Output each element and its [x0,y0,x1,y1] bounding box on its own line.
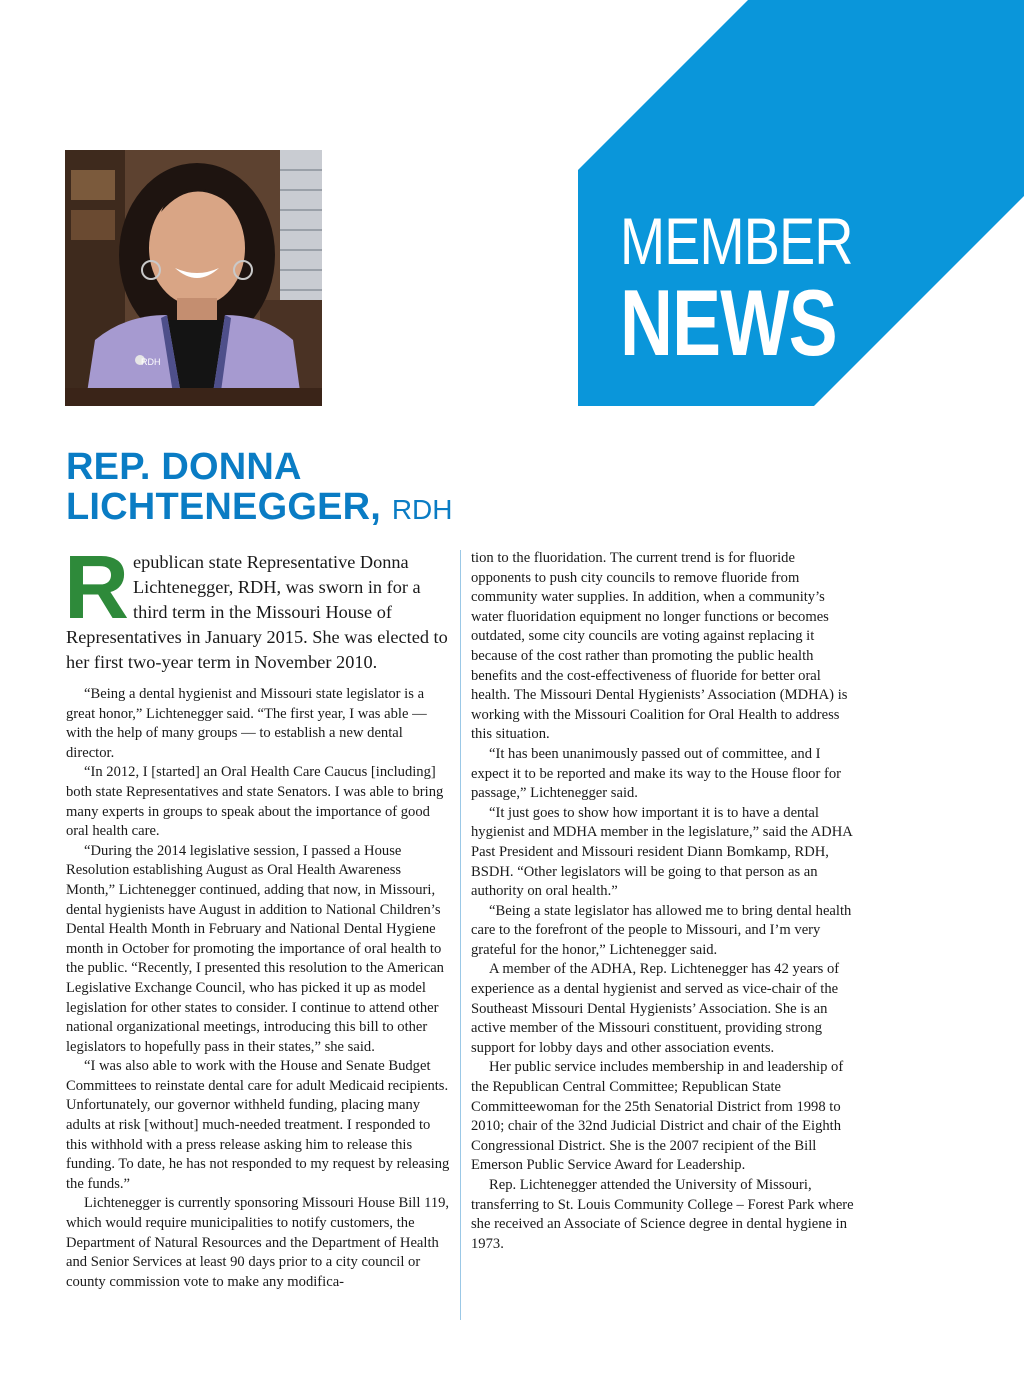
banner-title-line1: MEMBER [620,204,853,278]
body-paragraph: Rep. Lichtenegger attended the University of Missouri, transferring to St. Louis Community College – Forest Park where she received an Associate of Science degree in dental hygiene in 1973. [471,1177,854,1252]
body-paragraph: “Being a state legislator has allowed me to bring dental health care to the forefront of the people to Missouri, and I’m very grateful for the honor,” Lichtenegger said. [471,902,852,958]
article-column-left [64,538,450,1292]
heading-line1: REP. DONNA [66,446,302,488]
article-heading [66,447,506,530]
body-paragraph: “I was also able to work with the House and Senate Budget Committees to reinstate dental care for adult Medicaid recipients. Unfortunately, our governor withheld funding, placing many adults at risk [without] much-needed treatment. I responded to this withhold with a press release asking him to release this funding. To date, he has not responded to my request by releasing the funds.” [66,1058,450,1192]
article-column-right [471,549,855,1254]
drop-cap: R [64,538,129,638]
lead-paragraph [64,538,450,675]
body-paragraph: Lichtenegger is currently sponsoring Missouri House Bill 119, which would require municipalities to notify customers, the Department of Natural Resources and the Department of Health and Senior Services at least 90 days prior to a city council or county commission vote to make any modifica- [66,1195,450,1290]
body-paragraph: “During the 2014 legislative session, I passed a House Resolution establishing August as Oral Health Awareness Month,” Lichtenegger continued, adding that now, in Missouri, dental hygienists have August in addition to National Children’s Dental Health Month in February and National Dental Hygiene month in October for promoting the importance of oral health to the public. “Recently, I presented this resolution to the American Legislative Exchange Council, who has picked it up as model legislation for other states to consider. I continue to attend other national organizational meetings, introducing this bill to other legislators to hopefully pass in their states,” she said. [66,842,444,1055]
heading-line2 [66,487,506,530]
rdh-pin: RDH [141,357,161,367]
column-divider [460,550,461,1320]
body-paragraph: Her public service includes membership in and leadership of the Republican Central Committee; Republican State Committeewoman for the 25th Senatorial District from 1998 to 2010; chair of the 32nd Judicial District and chair of the Eighth Congressional District. She is the 2007 recipient of the Bill Emerson Public Service Award for Leadership. [471,1059,844,1174]
banner-title [620,204,880,375]
heading-credential: RDH [391,494,453,525]
body-paragraph: “It just goes to show how important it is to have a dental hygienist and MDHA member in the legislature,” said the ADHA Past President and Missouri resident Diann Bomkamp, RDH, BSDH. “Other legislators will be going to that person as an authority on oral health.” [471,804,852,900]
heading-surname: LICHTENEGGER, [66,486,382,528]
lead-text: epublican state Representative Donna Lichtenegger, RDH, was sworn in for a third term in the Missouri House of Representatives in January 2015. She was elected to her first two-year term in November 2010. [66,552,448,672]
portrait-photo [65,150,322,406]
body-paragraph: “It has been unanimously passed out of committee, and I expect it to be reported and make its way to the House floor for passage,” Lichtenegger said. [471,745,841,802]
body-paragraph: “Being a dental hygienist and Missouri state legislator is a great honor,” Lichtenegger said. “The first year, I was able — with the help of many groups — to establish a new dental director. [66,686,427,761]
body-paragraph: A member of the ADHA, Rep. Lichtenegger has 42 years of experience as a dental hygienist and served as vice-chair of the Southeast Missouri Dental Hygienists’ Association. She is an active member of the Missouri constituent, providing strong support for lobby days and other association events. [471,961,840,1056]
body-paragraph-continued: tion to the fluoridation. The current trend is for fluoride opponents to push city councils to remove fluoride from community water supplies. In addition, when a community’s water fluoridation equipment no longer functions or becomes outdated, some city councils are voting against replacing it because of the cost rather than promoting the public health benefits and the cost-effectiveness of fluoride for better oral health. The Missouri Dental Hygienists’ Association (MDHA) is working with the Missouri Coalition for Oral Health to address this situation. [471,550,848,743]
body-paragraph: “In 2012, I [started] an Oral Health Care Caucus [including] both state Representatives and state Senators. I was able to bring many experts in groups to speak about the importance of good oral health care. [66,764,444,840]
banner-title-line2: NEWS [620,270,837,375]
